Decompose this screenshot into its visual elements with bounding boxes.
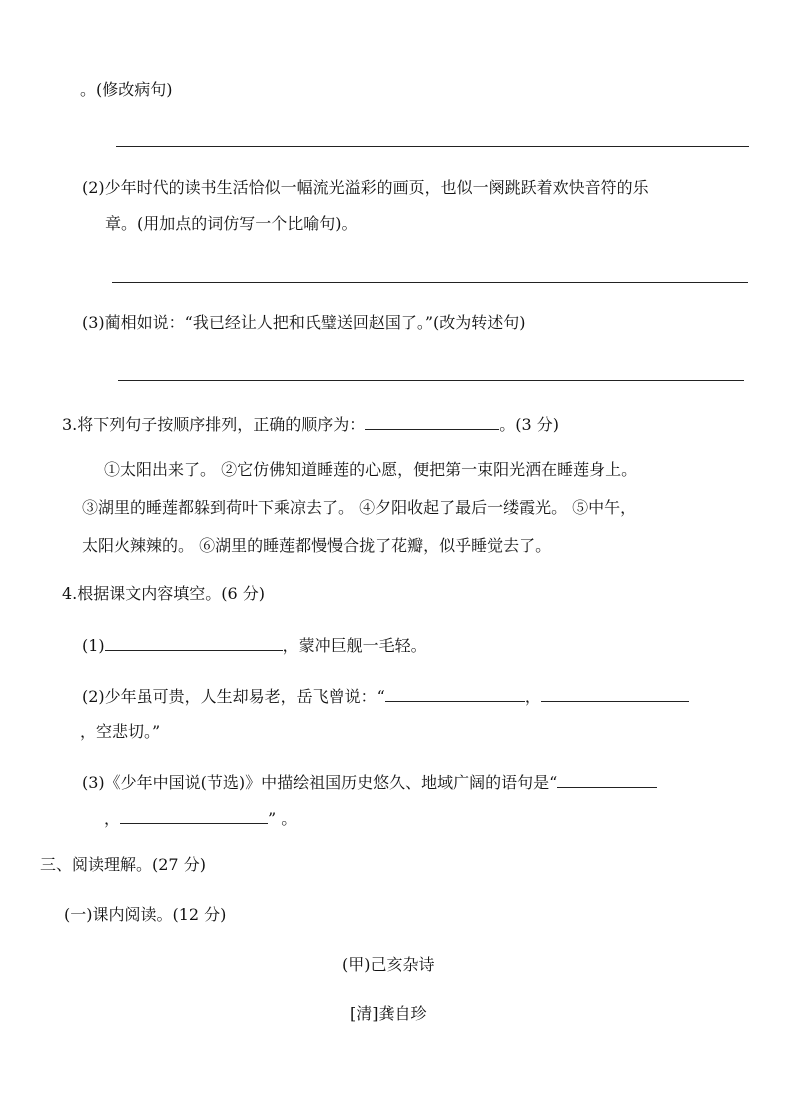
answer-line-q2-3[interactable] (118, 380, 744, 381)
q4-part3-line1 (82, 771, 657, 793)
section3-subheading: (一)课内阅读。(12 分) (64, 905, 227, 924)
q2-2-line1: (2)少年时代的读书生活恰似一幅流光溢彩的画页，也似一阕跳跃着欢快音符的乐 (82, 178, 649, 197)
q3-heading (62, 413, 559, 435)
q4-part1-blank[interactable] (105, 634, 283, 651)
answer-line-q2-1[interactable] (116, 146, 749, 147)
q3-order-blank[interactable] (365, 413, 499, 430)
q3-prefix: 3.将下列句子按顺序排列，正确的顺序为： (62, 415, 366, 434)
q4-part3-end: ” 。 (268, 809, 298, 828)
q3-suffix: 。(3 分) (499, 415, 560, 434)
q3-sentences-line1: ①太阳出来了。 ②它仿佛知道睡莲的心愿，便把第一束阳光洒在睡莲身上。 (104, 460, 638, 479)
answer-line-q2-2[interactable] (112, 282, 748, 283)
poem-title: (甲)己亥杂诗 (342, 955, 435, 974)
q4-part3-text: (3)《少年中国说(节选)》中描绘祖国历史悠久、地域广阔的语句是“ (82, 773, 558, 792)
q4-part2-blank2[interactable] (541, 685, 689, 702)
q4-heading: 4.根据课文内容填空。(6 分) (62, 584, 266, 603)
q2-2-line2: 章。(用加点的词仿写一个比喻句)。 (105, 214, 358, 233)
section3-heading: 三、阅读理解。(27 分) (40, 855, 206, 874)
q2-3-text: (3)蔺相如说：“我已经让人把和氏璧送回赵国了。”(改为转述句) (82, 313, 526, 332)
q4-part3-blank1[interactable] (557, 771, 657, 788)
q2-1-instruction: 。(修改病句) (80, 80, 173, 99)
q4-part2-line1 (82, 685, 689, 707)
q4-part1-prefix: (1) (82, 636, 105, 655)
q4-part3-blank2[interactable] (120, 807, 268, 824)
poem-author: [清]龚自珍 (350, 1004, 427, 1023)
q4-part2-prefix: (2)少年虽可贵，人生却易老，岳飞曾说：“ (82, 687, 385, 706)
q4-part1 (82, 634, 427, 656)
q4-part3-comma: ， (104, 809, 121, 828)
q3-sentences-line3: 太阳火辣辣的。 ⑥湖里的睡莲都慢慢合拢了花瓣，似乎睡觉去了。 (82, 536, 552, 555)
q3-sentences-line2: ③湖里的睡莲都躲到荷叶下乘凉去了。 ④夕阳收起了最后一缕霞光。 ⑤中午， (82, 498, 637, 517)
q4-part2-line2: ，空悲切。” (80, 722, 161, 741)
q4-part3-line2 (104, 807, 297, 829)
q4-part2-comma: ， (524, 687, 541, 706)
q4-part1-suffix: ，蒙冲巨舰一毛轻。 (282, 636, 427, 655)
q4-part2-blank1[interactable] (385, 685, 525, 702)
